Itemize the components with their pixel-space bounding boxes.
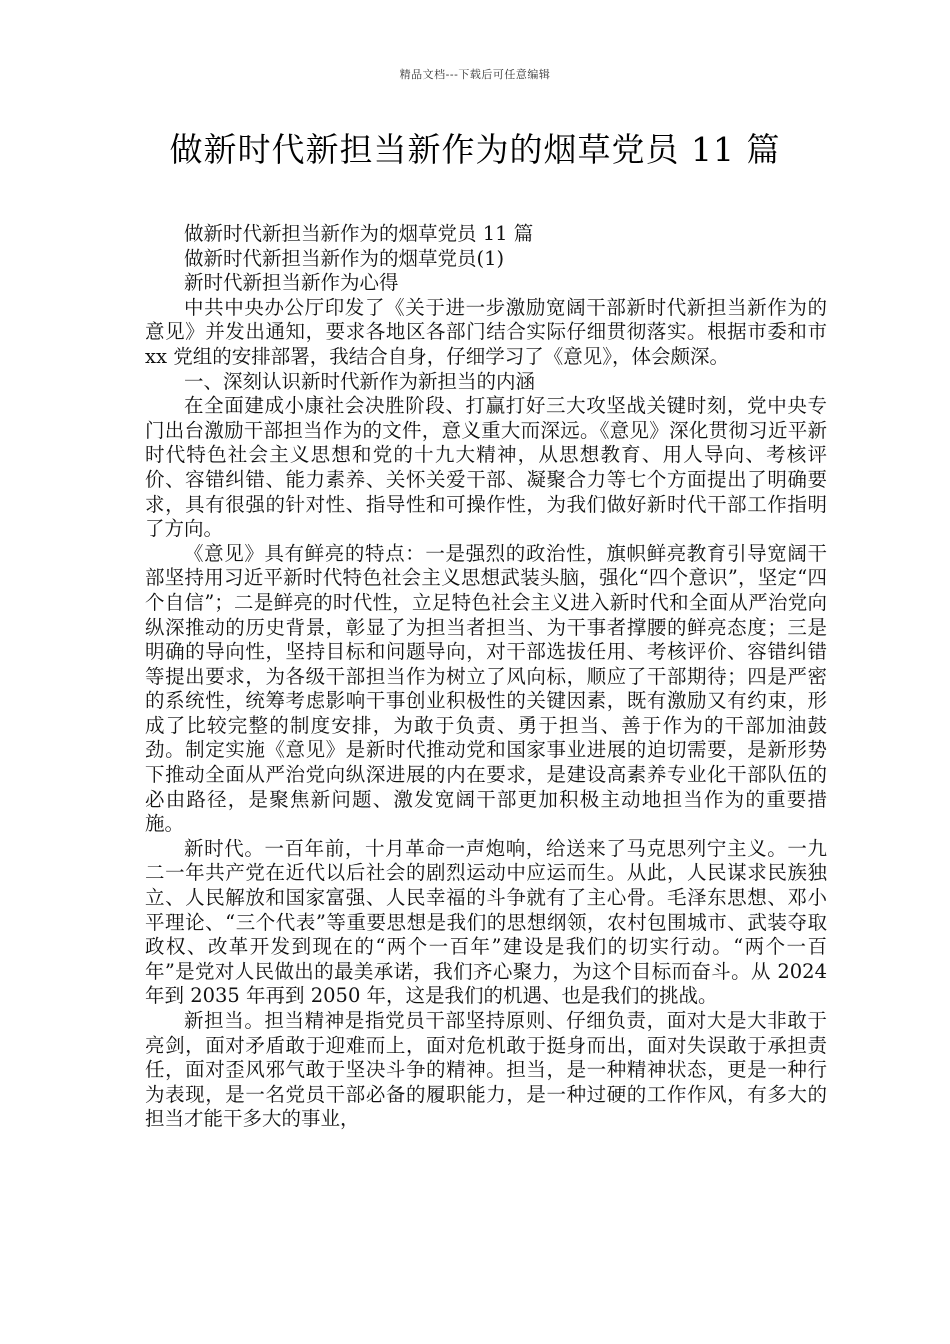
paragraph-essay-title: 新时代新担当新作为心得 xyxy=(184,271,399,295)
paragraph: 新时代。一百年前，十月革命一声炮响，给送来了马克思列宁主义。一九二一年共产党在近代以后社会的剧烈运动中应运而生。从此，人民谋求民族独立、人民解放和国家富强、人民幸福的斗争就有了主心骨。毛泽东思想、邓小平理论、“三个代表”等重要思想是我们的思想纲领，农村包围城市、武装夺取政权、改革开发到现在的“两个一百年”建设是我们的切实行动。“两个一百年”是党对人民做出的最美承诺，我们齐心聚力，为这个目标而奋斗。从 2024 年到 2035 年再到 2050 年，这是我们的机遇、也是我们的挑战。 xyxy=(145,836,827,1008)
header-note: 精品文档---下载后可任意编辑 xyxy=(399,68,551,81)
paragraph-heading: 一、深刻认识新时代新作为新担当的内涵 xyxy=(184,369,536,393)
paragraph: 新担当。担当精神是指党员干部坚持原则、仔细负责，面对大是大非敢于亮剑，面对矛盾敢于迎难而上，面对危机敢于挺身而出，面对失误敢于承担责任，面对歪风邪气敢于坚决斗争的精神。担当，是一种精神状态，更是一种行为表现，是一名党员干部必备的履职能力，是一种过硬的工作作风，有多大的担当才能干多大的事业， xyxy=(145,1009,827,1131)
document-body xyxy=(145,222,827,1132)
document-title: 做新时代新担当新作为的烟草党员 11 篇 xyxy=(169,130,781,169)
paragraph: 在全面建成小康社会决胜阶段、打赢打好三大攻坚战关键时刻，党中央专门出台激励干部担当作为的文件，意义重大而深远。《意见》深化贯彻习近平新时代特色社会主义思想和党的十九大精神，从思想教育、用人导向、考核评价、容错纠错、能力素养、关怀关爱干部、凝聚合力等七个方面提出了明确要求，具有很强的针对性、指导性和可操作性，为我们做好新时代干部工作指明了方向。 xyxy=(145,394,827,541)
paragraph: 中共中央办公厅印发了《关于进一步激励宽阔干部新时代新担当新作为的意见》并发出通知，要求各地区各部门结合实际仔细贯彻落实。根据市委和市 xx 党组的安排部署，我结合自身，仔细学习了《意见》，体会颇深。 xyxy=(145,295,827,368)
paragraph-subtitle: 做新时代新担当新作为的烟草党员 11 篇 xyxy=(184,222,534,245)
paragraph: 《意见》具有鲜亮的特点：一是强烈的政治性，旗帜鲜亮教育引导宽阔干部坚持用习近平新时代特色社会主义思想武装头脑，强化“四个意识”，坚定“四个自信”；二是鲜亮的时代性，立足特色社会主义进入新时代和全面从严治党向纵深推动的历史背景，彰显了为担当者担当、为干事者撑腰的鲜亮态度；三是明确的导向性，坚持目标和问题导向，对干部选拔任用、考核评价、容错纠错等提出要求，为各级干部担当作为树立了风向标，顺应了干部期待；四是严密的系统性，统筹考虑影响干事创业积极性的关键因素，既有激励又有约束，形成了比较完整的制度安排，为敢于负责、勇于担当、善于作为的干部加油鼓劲。制定实施《意见》是新时代推动党和国家事业进展的迫切需要，是新形势下推动全面从严治党向纵深进展的内在要求，是建设高素养专业化干部队伍的必由路径，是聚焦新问题、激发宽阔干部更加积极主动地担当作为的重要措施。 xyxy=(145,541,827,836)
paragraph-section-heading: 做新时代新担当新作为的烟草党员(1) xyxy=(184,246,505,270)
